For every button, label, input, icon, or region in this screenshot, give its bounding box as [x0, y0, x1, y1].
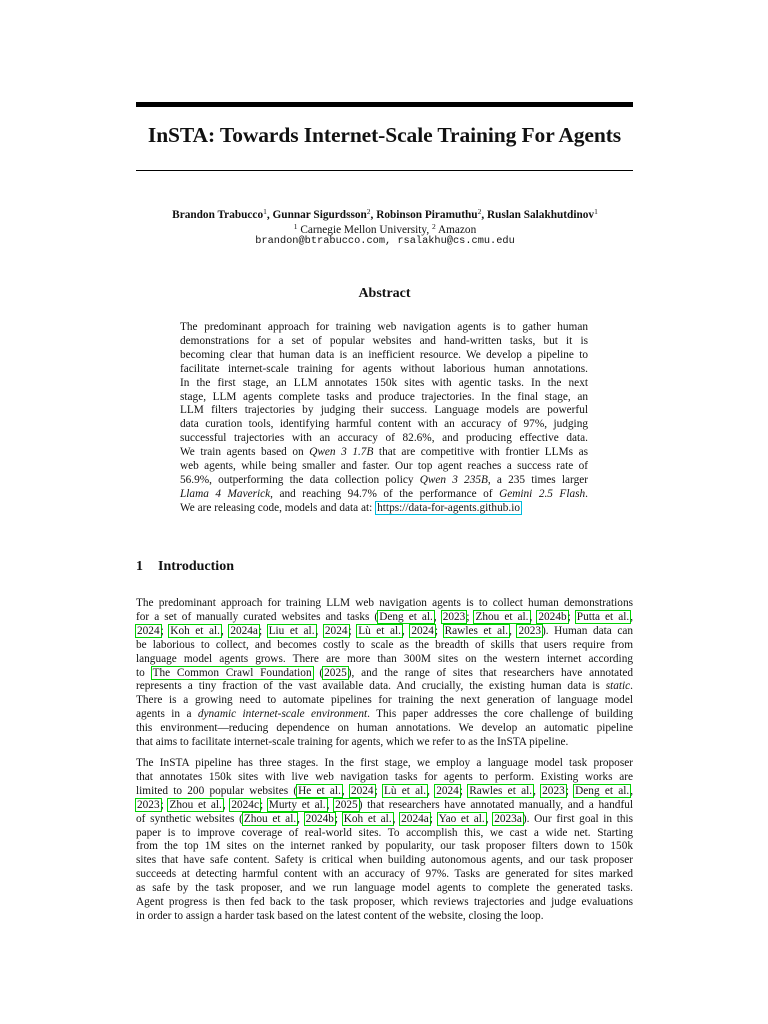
text-span: ,	[509, 624, 518, 637]
text-line	[180, 349, 588, 363]
text-line	[136, 597, 633, 611]
citation-link[interactable]: 2024	[324, 624, 348, 637]
text-span: that annotates 150k sites with live web navigation tasks for agents to perform. Existing works are	[136, 770, 633, 783]
introduction-paragraph-2	[136, 757, 633, 924]
text-line	[136, 799, 633, 813]
citation-link[interactable]: 2024b	[538, 610, 567, 623]
text-span: ,	[630, 784, 634, 797]
text-span: data curation tools, identifying harmful content with an accuracy of 97%, judging	[180, 418, 588, 431]
citation-link[interactable]: 2023	[542, 784, 565, 797]
text-span: The predominant approach for training web navigation agents is to gather human	[180, 321, 588, 333]
paper-title: InSTA: Towards Internet-Scale Training For Agents	[147, 123, 622, 147]
text-span: In the first stage, an LLM annotates 150k sites with agentic tasks. In the next	[180, 376, 588, 389]
text-line	[136, 625, 633, 639]
text-line	[180, 460, 588, 474]
text-span: . This paper addresses the core challenge of building	[367, 708, 633, 721]
text-line	[136, 680, 633, 694]
citation-link[interactable]: 2024	[137, 624, 160, 637]
text-span: .	[630, 680, 633, 693]
text-span: LLM filters trajectories by judging their success. Language models are powerful	[180, 404, 588, 417]
text-span: stage, LLM agents complete tasks and produce trajectories. In the final stage, an	[180, 390, 588, 403]
citation-link[interactable]: Yao et al.	[438, 812, 485, 825]
emphasis-text: dynamic internet-scale environment	[197, 708, 368, 721]
text-span: ;	[567, 610, 576, 623]
author-name: Gunnar Sigurdsson	[272, 209, 367, 221]
text-span: There is a growing need to automate pipelines for training the next generation of language model	[136, 694, 633, 707]
text-span: succeeds at detecting harmful content with an accuracy of 97%. Tasks are generated for sites marked	[136, 868, 633, 881]
text-span: , a 235 times larger	[487, 473, 588, 486]
introduction-paragraph-1	[136, 597, 633, 750]
text-span: for a set of manually curated websites and tasks (	[136, 610, 379, 623]
citation-link[interactable]: 2023	[137, 798, 160, 811]
text-span: ,	[529, 610, 538, 623]
title-bottom-rule	[136, 170, 633, 171]
citation-link[interactable]: Zhou et al.	[243, 812, 297, 825]
citation-link[interactable]: Liu et al.	[268, 624, 315, 637]
citation-link[interactable]: He et al.	[298, 784, 341, 797]
author-emails: brandon@btrabucco.com, rsalakhu@cs.cmu.edu	[255, 235, 515, 247]
emphasis-text: Qwen 3 1.7B	[309, 446, 374, 459]
text-span: ;	[565, 784, 575, 797]
text-line	[136, 868, 633, 882]
citation-link[interactable]: 2024	[436, 784, 459, 797]
text-span: ;	[459, 784, 469, 797]
text-line	[180, 488, 588, 502]
text-span: as safe by the task proposer, and we run language model agents to complete the generated tasks.	[136, 882, 633, 895]
text-span: sites that have safe content. Safety is critical when building autonomous agents, and our task proposer	[136, 854, 633, 867]
citation-link[interactable]: Rawles et al.	[469, 784, 533, 797]
text-span: ;	[258, 624, 268, 637]
text-span: be laborious to collect, and becomes costly to scale as the breadth of skills that users require from	[136, 638, 633, 651]
citation-link[interactable]: Lù et al.	[383, 784, 427, 797]
citation-link[interactable]: 2025	[324, 666, 347, 679]
citation-link[interactable]: 2024c	[231, 798, 259, 811]
text-span: ;	[259, 798, 268, 811]
text-span: We train agents based on	[180, 446, 310, 459]
text-line	[180, 335, 588, 349]
text-line	[136, 639, 633, 653]
text-span: demonstrations for a set of popular websites and hand-written tasks, but it is	[180, 334, 588, 347]
citation-link[interactable]: 2024a	[401, 812, 429, 825]
text-span: of synthetic websites (	[136, 812, 243, 825]
citation-link[interactable]: Koh et al.	[343, 812, 392, 825]
text-line	[180, 446, 588, 460]
citation-link[interactable]: Murty et al.	[268, 798, 326, 811]
text-span: ). Human data can	[542, 624, 634, 637]
text-span: ;	[160, 624, 170, 637]
text-span: .	[585, 487, 588, 500]
text-span: ), and the range of sites that researchers have annotated	[347, 666, 633, 679]
citation-link[interactable]: Rawles et al.	[444, 624, 509, 637]
text-line	[180, 474, 588, 488]
affiliations: $^1$ Carnegie Mellon University, $^2$ Amazon	[293, 222, 477, 236]
text-span: language model agents grows. There are more than 300M sites on the western internet according	[136, 652, 633, 665]
text-span: ). Our first goal in this	[522, 812, 634, 825]
emphasis-text: Llama 4 Maverick	[180, 487, 271, 500]
text-line	[180, 404, 588, 418]
author-affiliation-mark: 2	[366, 207, 371, 216]
text-span: that are competitive with frontier LLMs as	[373, 446, 588, 459]
citation-link[interactable]: Zhou et al.	[169, 798, 222, 811]
text-span: ) that researchers have annotated manually, and a handful	[358, 798, 633, 811]
text-span: 56.9%, outperforming the data collection policy	[180, 473, 420, 486]
text-line	[180, 391, 588, 405]
project-url-link[interactable]: https://data-for-agents.github.io	[377, 501, 520, 514]
author-affiliation-mark: 1	[594, 207, 598, 216]
text-span: ;	[466, 610, 475, 623]
citation-link[interactable]: 2023	[442, 610, 466, 623]
text-line	[136, 813, 633, 827]
author-affiliation-mark: 2	[477, 207, 482, 216]
affiliation-mark: 1	[293, 222, 298, 231]
text-line	[136, 910, 633, 924]
text-span: paper is to improve coverage of real-world sites. To accomplish this, we cast a wide net. Starting	[136, 826, 633, 839]
text-line	[136, 854, 633, 868]
author-name: Ruslan Salakhutdinov	[487, 209, 595, 221]
affiliation-name: Carnegie Mellon University	[300, 224, 427, 236]
text-span: , and reaching 94.7% of the performance of	[270, 487, 500, 500]
citation-link[interactable]: 2023	[518, 624, 542, 637]
text-line	[180, 321, 588, 335]
text-line	[136, 757, 633, 771]
text-line	[136, 840, 633, 854]
text-span: becoming clear that human data is an inefficient resource. We develop a pipeline to	[180, 348, 588, 361]
text-span: ,	[630, 610, 634, 623]
text-span: ;	[334, 812, 343, 825]
text-span: ;	[434, 624, 444, 637]
text-line	[180, 432, 588, 446]
text-span: represents a tiny fraction of the vast available data. And crucially, the existing human data is	[136, 680, 606, 693]
affiliation-mark: 2	[432, 222, 436, 231]
citation-link[interactable]: 2024a	[230, 624, 258, 637]
text-line	[136, 827, 633, 841]
text-span: ,	[533, 784, 542, 797]
text-line	[136, 694, 633, 708]
section-number: 1	[136, 559, 143, 574]
text-line	[180, 363, 588, 377]
text-line	[136, 708, 633, 722]
text-span: The InSTA pipeline has three stages. In the first stage, we employ a language model task proposer	[136, 757, 633, 769]
text-line	[180, 377, 588, 391]
text-line	[136, 896, 633, 910]
citation-link[interactable]: The Common Crawl Foundation	[152, 666, 312, 679]
text-span: ,	[427, 784, 436, 797]
text-span: ,	[297, 812, 305, 825]
text-span: successful trajectories with an accuracy of 82.6%, and producing effective data.	[180, 432, 588, 445]
citation-link[interactable]: 2024	[350, 784, 374, 797]
text-line	[136, 611, 633, 625]
text-line	[136, 882, 633, 896]
text-span: ;	[348, 624, 358, 637]
citation-link[interactable]: Lù et al.	[358, 624, 401, 637]
emphasis-text: Qwen 3 235B	[419, 473, 488, 486]
author-list: Brandon Trabucco$^1$, Gunnar Sigurdsson$^2$, Robinson Piramuthu$^2$, Ruslan Salakhutdinov$^1$	[172, 207, 598, 221]
text-span: ;	[429, 812, 438, 825]
text-line	[136, 722, 633, 736]
text-line	[180, 418, 588, 432]
emphasis-text: Gemini 2.5 Flash	[499, 487, 586, 500]
citation-link[interactable]: Deng et al.	[575, 784, 630, 797]
text-span: ,	[433, 610, 442, 623]
section-heading-introduction	[136, 559, 633, 575]
citation-link[interactable]: Deng et al.	[379, 610, 433, 623]
text-span: ,	[315, 624, 324, 637]
text-span: ,	[326, 798, 335, 811]
citation-link[interactable]: 2024b	[305, 812, 334, 825]
text-span: this environment—reducing dependence on human annotations. We develop an automatic pipeline	[136, 722, 633, 735]
section-title: Introduction	[158, 559, 234, 574]
citation-link[interactable]: Koh et al.	[170, 624, 220, 637]
citation-link[interactable]: Putta et al.	[576, 610, 630, 623]
text-span: that aims to facilitate internet-scale training for agents, which we refer to as the InSTA pipeline.	[136, 736, 569, 749]
text-span: from the top 1M sites on the internet ranked by popularity, our task proposer filters down to 150k	[136, 840, 633, 853]
text-span: Agent progress is then fed back to the task proposer, which reviews trajectories and judge evaluations	[136, 896, 633, 909]
text-span: web agents, while being smaller and faster. Our top agent reaches a success rate of	[180, 460, 588, 473]
text-span: ;	[374, 784, 383, 797]
title-top-rule	[136, 102, 633, 107]
author-affiliation-mark: 1	[263, 207, 267, 216]
text-span: ,	[392, 812, 401, 825]
abstract-heading: Abstract	[358, 286, 411, 301]
affiliation-name: Amazon	[437, 224, 477, 236]
text-span: The predominant approach for training LLM web navigation agents is to collect human demonstrations	[136, 597, 633, 609]
text-line	[136, 667, 633, 681]
author-name: Robinson Piramuthu	[376, 209, 478, 221]
text-line	[136, 771, 633, 785]
text-span: (	[312, 666, 324, 679]
text-span: limited to 200 popular websites (	[136, 784, 298, 797]
text-span: facilitate internet-scale training for agents without laborious human annotations.	[180, 362, 588, 375]
abstract-body	[180, 321, 588, 516]
text-span: in order to assign a harder task based on the latest content of the website, closing the loop.	[136, 909, 544, 922]
citation-link[interactable]: Zhou et al.	[475, 610, 529, 623]
author-name: Brandon Trabucco	[172, 209, 264, 221]
text-span: ,	[220, 624, 230, 637]
text-span: We are releasing code, models and data at:	[180, 501, 376, 514]
citation-link[interactable]: 2023a	[494, 812, 522, 825]
text-line	[136, 736, 633, 750]
text-span: ,	[401, 624, 411, 637]
author-email: brandon@btrabucco.com	[255, 235, 385, 247]
author-email: rsalakhu@cs.cmu.edu	[397, 235, 515, 247]
text-span: agents in a	[136, 708, 198, 721]
emphasis-text: static	[605, 680, 631, 693]
text-span: ,	[485, 812, 494, 825]
text-line	[136, 653, 633, 667]
text-span: to	[136, 666, 152, 679]
text-span: ;	[160, 798, 169, 811]
text-line	[180, 502, 588, 516]
text-line	[136, 785, 633, 799]
citation-link[interactable]: 2025	[335, 798, 358, 811]
text-span: ,	[341, 784, 350, 797]
citation-link[interactable]: 2024	[411, 624, 434, 637]
text-span: ,	[222, 798, 231, 811]
